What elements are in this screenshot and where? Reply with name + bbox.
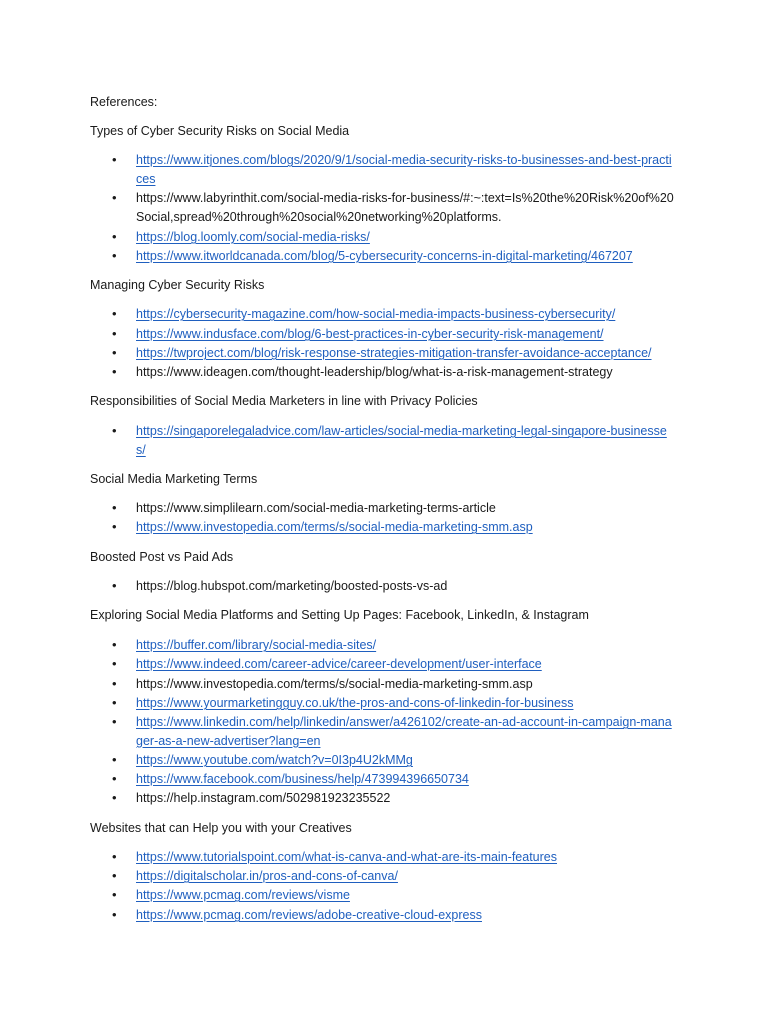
reference-item <box>136 694 676 713</box>
section-heading: Responsibilities of Social Media Marketers in line with Privacy Policies <box>90 394 478 408</box>
reference-link[interactable]: https://twproject.com/blog/risk-response-strategies-mitigation-transfer-avoidance-acceptance/ <box>136 346 652 360</box>
reference-item <box>136 636 676 655</box>
reference-item <box>136 713 676 750</box>
reference-item <box>136 189 676 226</box>
reference-item <box>136 363 676 382</box>
reference-item <box>136 228 676 247</box>
reference-item <box>136 770 676 789</box>
section-heading: Managing Cyber Security Risks <box>90 278 265 292</box>
reference-text: https://blog.hubspot.com/marketing/boosted-posts-vs-ad <box>136 579 448 593</box>
reference-item <box>136 655 676 674</box>
reference-link[interactable]: https://buffer.com/library/social-media-sites/ <box>136 638 377 652</box>
section-heading: Types of Cyber Security Risks on Social Media <box>90 124 350 138</box>
reference-item <box>136 906 676 925</box>
reference-item <box>136 305 676 324</box>
section-heading: Social Media Marketing Terms <box>90 472 258 486</box>
reference-link[interactable]: https://www.linkedin.com/help/linkedin/answer/a426102/create-an-ad-account-in-campaign-manager-as-a-new-advertiser?lang=en <box>136 715 672 748</box>
reference-link[interactable]: https://singaporelegaladvice.com/law-articles/social-media-marketing-legal-singapore-businesses/ <box>136 424 667 457</box>
reference-link[interactable]: https://www.investopedia.com/terms/s/social-media-marketing-smm.asp <box>136 520 533 534</box>
section-heading: Exploring Social Media Platforms and Setting Up Pages: Facebook, LinkedIn, & Instagram <box>90 608 589 622</box>
reference-text: https://help.instagram.com/502981923235522 <box>136 791 391 805</box>
reference-item <box>136 577 676 596</box>
reference-link[interactable]: https://www.pcmag.com/reviews/visme <box>136 888 350 902</box>
reference-item <box>136 867 676 886</box>
section-heading: Boosted Post vs Paid Ads <box>90 550 234 564</box>
reference-link[interactable]: https://www.youtube.com/watch?v=0I3p4U2kMMg <box>136 753 413 767</box>
reference-item <box>136 422 676 459</box>
reference-link[interactable]: https://www.itjones.com/blogs/2020/9/1/social-media-security-risks-to-businesses-and-best-practices <box>136 153 672 186</box>
references-title: References: <box>90 95 158 109</box>
reference-link[interactable]: https://www.indeed.com/career-advice/career-development/user-interface <box>136 657 542 671</box>
reference-link[interactable]: https://www.itworldcanada.com/blog/5-cybersecurity-concerns-in-digital-marketing/467207 <box>136 249 633 263</box>
reference-text: https://www.simplilearn.com/social-media-marketing-terms-article <box>136 501 496 515</box>
reference-link[interactable]: https://www.indusface.com/blog/6-best-practices-in-cyber-security-risk-management/ <box>136 327 604 341</box>
reference-text: https://www.ideagen.com/thought-leadership/blog/what-is-a-risk-management-strategy <box>136 365 613 379</box>
reference-link[interactable]: https://blog.loomly.com/social-media-risks/ <box>136 230 370 244</box>
reference-link[interactable]: https://www.tutorialspoint.com/what-is-canva-and-what-are-its-main-features <box>136 850 557 864</box>
reference-item <box>136 751 676 770</box>
reference-link[interactable]: https://cybersecurity-magazine.com/how-social-media-impacts-business-cybersecurity/ <box>136 307 616 321</box>
reference-link[interactable]: https://www.yourmarketingguy.co.uk/the-pros-and-cons-of-linkedin-for-business <box>136 696 574 710</box>
reference-item <box>136 675 676 694</box>
reference-item <box>136 247 676 266</box>
reference-link[interactable]: https://www.facebook.com/business/help/473994396650734 <box>136 772 469 786</box>
reference-item <box>136 848 676 867</box>
reference-item <box>136 151 676 188</box>
reference-item <box>136 344 676 363</box>
reference-text: https://www.investopedia.com/terms/s/social-media-marketing-smm.asp <box>136 677 533 691</box>
reference-item <box>136 886 676 905</box>
reference-link[interactable]: https://digitalscholar.in/pros-and-cons-of-canva/ <box>136 869 398 883</box>
reference-text: https://www.labyrinthit.com/social-media-risks-for-business/#:~:text=Is%20the%20Risk%20of%20Social,spread%20through%20social%20networking%20platforms. <box>136 191 674 224</box>
reference-item <box>136 499 676 518</box>
section-heading: Websites that can Help you with your Creatives <box>90 821 352 835</box>
reference-item <box>136 325 676 344</box>
reference-link[interactable]: https://www.pcmag.com/reviews/adobe-creative-cloud-express <box>136 908 482 922</box>
reference-item <box>136 518 676 537</box>
reference-item <box>136 789 676 808</box>
